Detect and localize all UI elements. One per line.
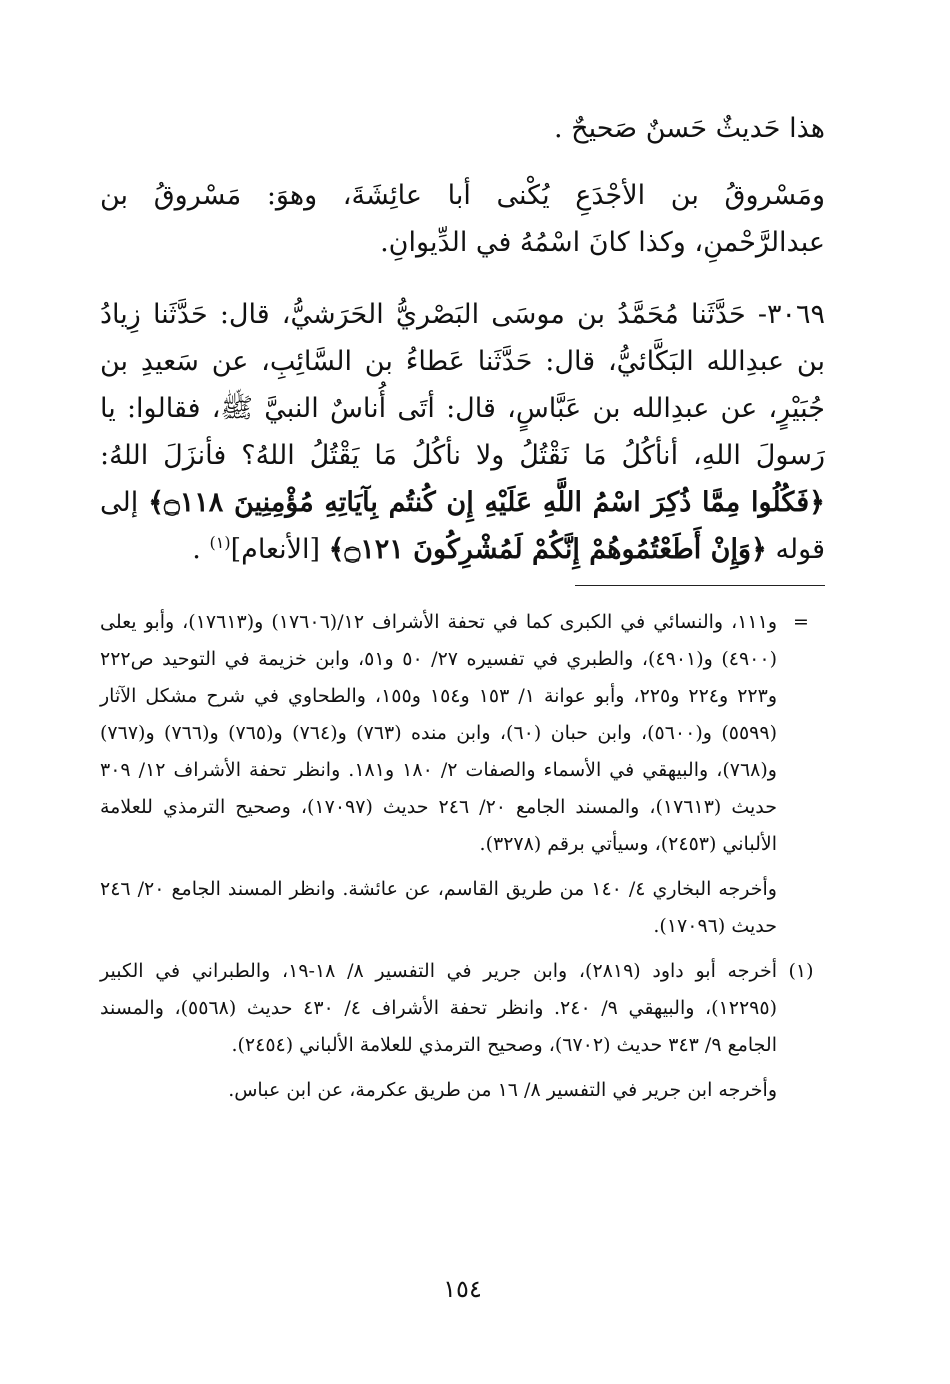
footnote-1-extra: وأخرجه ابن جرير في التفسير ٨/ ١٦ من طريق عكرمة، عن ابن عباس. (228, 1079, 777, 1101)
verse-connector: إلى قوله (100, 487, 825, 565)
footnote-1 (100, 953, 825, 1064)
continuation-marker: = (793, 611, 809, 633)
quran-verse-118: ﴿فَكُلُوا مِمَّا ذُكِرَ اسْمُ اللَّهِ عَلَيْهِ إِن كُنتُم بِآيَاتِهِ مُؤْمِنِينَ ۝١١٨﴾ (148, 487, 825, 518)
hadith-3069 (100, 291, 825, 573)
surah-reference: [الأنعام] (230, 534, 321, 565)
continuation-extra: وأخرجه البخاري ٤/ ١٤٠ من طريق القاسم، عن عائشة. وانظر المسند الجامع ٢٠/ ٢٤٦ حديث (١٧٠٩٦). (100, 878, 777, 937)
footnote-1-marker: (١) (788, 960, 814, 982)
narrator-note: ومَسْروقُ بن الأجْدَعِ يُكْنى أبا عائِشَةَ، وهوَ: مَسْروقُ بن عبدالرَّحْمنِ، وكذا كانَ اسْمُهُ في الدِّيوانِ. (100, 180, 825, 258)
footnote-1-text: أخرجه أبو داود (٢٨١٩)، وابن جرير في التفسير ٨/ ١٨-١٩، والطبراني في الكبير (١٢٢٩٥)، والبيهقي ٩/ ٢٤٠. وانظر تحفة الأشراف ٤/ ٤٣٠ حديث (٥٥٦٨)، والمسند الجامع ٩/ ٣٤٣ حديث (٦٧٠٢)، وصحيح الترمذي للعلامة الألباني (٢٤٥٤). (100, 960, 777, 1056)
hadith-text: ٣٠٦٩- حَدَّثَنا مُحَمَّدُ بن موسَى البَصْريُّ الحَرَشيُّ، قال: حَدَّثَنا زِيادُ بن عبدِالله البَكَّائيُّ، قال: حَدَّثَنا عَطاءُ بن السَّائِبِ، عن سَعيدِ بن جُبَيْرٍ، عن عبدِالله بن عَبَّاسٍ، قال: أتَى أُناسٌ النبيَّ ﷺ، فقالوا: يا رَسولَ اللهِ، أنأكُلُ مَا نَقْتُلُ ولا نأكُلُ مَا يَقْتُلُ اللهُ؟ فأنزَلَ اللهُ: (100, 299, 825, 471)
footnote-separator (575, 585, 825, 586)
hadith-grade-line: هذا حَديثٌ حَسنٌ صَحيحٌ . (554, 113, 825, 144)
page (100, 105, 825, 1365)
hadith-end: . (192, 534, 201, 565)
footnote-reference: (١) (209, 533, 231, 552)
continuation-text: و١١١، والنسائي في الكبرى كما في تحفة الأشراف ١٢/(١٧٦٠٦) و(١٧٦١٣)، وأبو يعلى (٤٩٠٠) و(٤٩٠١)، والطبري في تفسيره ٢٧/ ٥٠ و٥١، وابن خزيمة في التوحيد ص٢٢٢ و٢٢٣ و٢٢٤ و٢٢٥، وأبو عوانة ١/ ١٥٣ و١٥٤ و١٥٥، والطحاوي في شرح مشكل الآثار (٥٥٩٩) و(٥٦٠٠)، وابن حبان (٦٠)، وابن منده (٧٦٣) و(٧٦٤) و(٧٦٥) و(٧٦٦) و(٧٦٧) و(٧٦٨)، والبيهقي في الأسماء والصفات ٢/ ١٨٠ و١٨١. وانظر تحفة الأشراف ١٢/ ٣٠٩ حديث (١٧٦١٣)، والمسند الجامع ٢٠/ ٢٤٦ حديث (١٧٠٩٧)، وصحيح الترمذي للعلامة الألباني (٢٤٥٣)، وسيأتي برقم (٣٢٧٨). (100, 611, 778, 855)
page-number: ١٥٤ (443, 1275, 482, 1303)
footnotes (100, 604, 825, 1109)
footnote-continuation (100, 604, 825, 863)
quran-verse-121: ﴿وَإِنْ أَطَعْتُمُوهُمْ إِنَّكُمْ لَمُشْرِكُونَ ۝١٢١﴾ (328, 534, 767, 565)
main-text (100, 105, 825, 573)
